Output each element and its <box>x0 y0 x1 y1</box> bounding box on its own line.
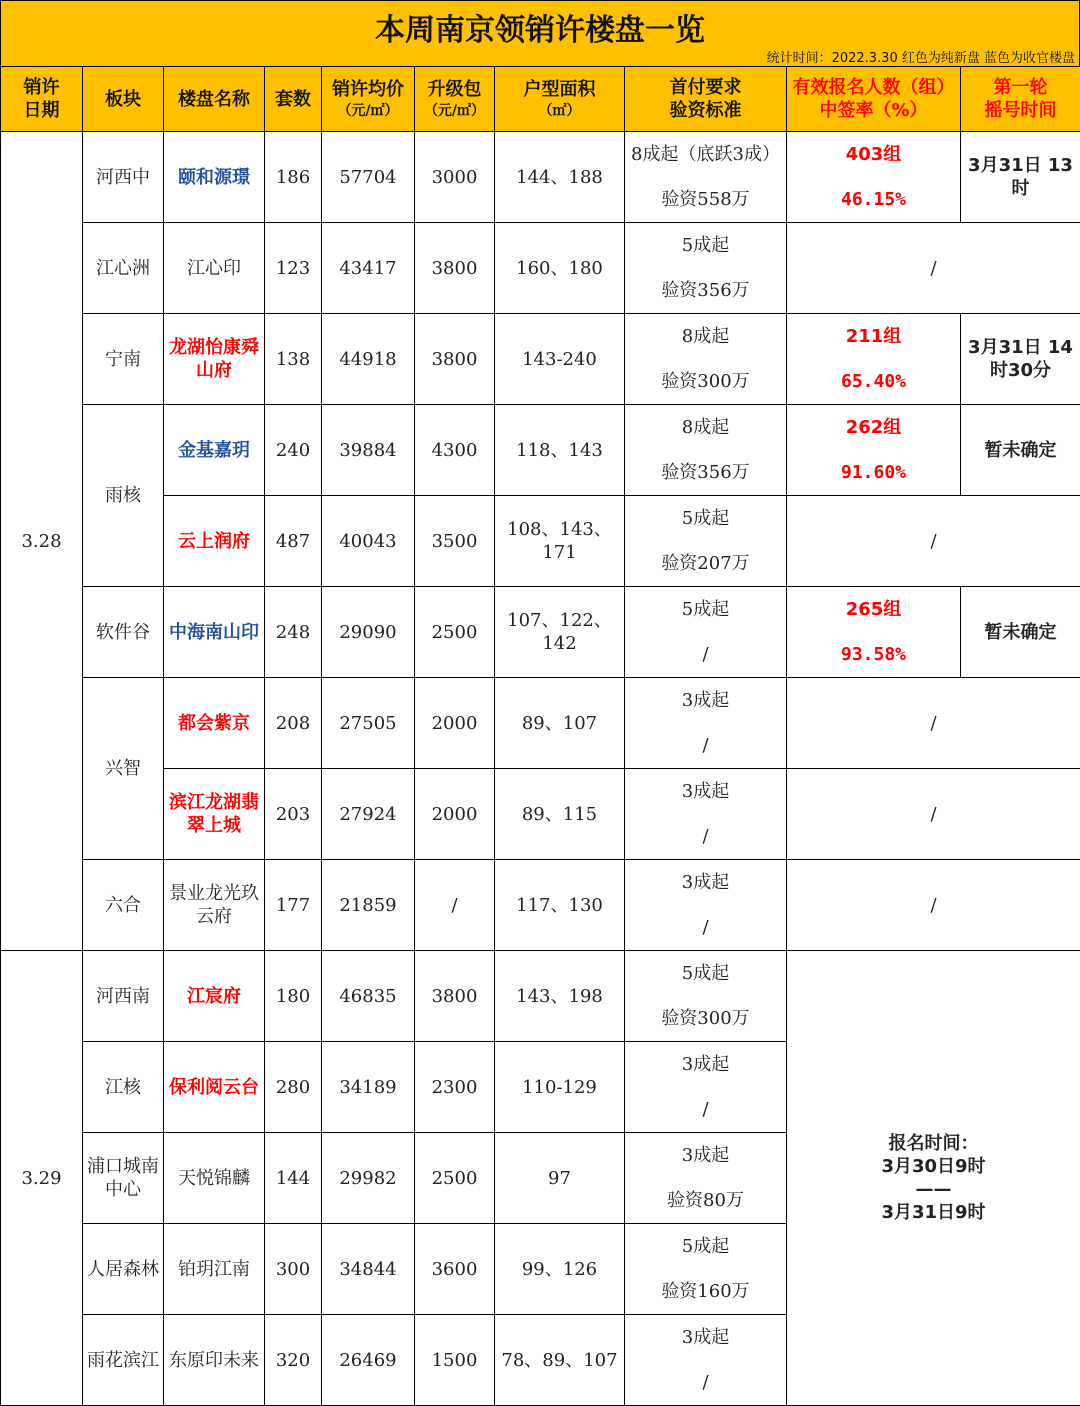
registration-cell: 265组 93.58% <box>787 587 961 678</box>
package-cell: 2500 <box>415 1133 495 1224</box>
date-cell: 3.29 <box>1 951 83 1406</box>
title-bar <box>0 0 1080 68</box>
package-cell: 3600 <box>415 1224 495 1315</box>
project-name: 天悦锦麟 <box>164 1133 265 1224</box>
package-cell: 2000 <box>415 678 495 769</box>
project-name: 云上润府 <box>164 496 265 587</box>
area-cell: 89、115 <box>495 769 625 860</box>
listing-table <box>0 66 1080 1406</box>
area-cell: 108、143、171 <box>495 496 625 587</box>
package-cell: 2000 <box>415 769 495 860</box>
area-cell: 107、122、142 <box>495 587 625 678</box>
payment-cell: 8成起（底跃3成） 验资558万 <box>625 132 787 223</box>
block-cell: 河西中 <box>83 132 164 223</box>
date-cell: 3.28 <box>1 132 83 951</box>
project-name: 都会紫京 <box>164 678 265 769</box>
price-cell: 44918 <box>322 314 415 405</box>
project-name: 金基嘉玥 <box>164 405 265 496</box>
payment-cell: 3成起 / <box>625 860 787 951</box>
price-cell: 29090 <box>322 587 415 678</box>
payment-cell: 8成起 验资356万 <box>625 405 787 496</box>
units-cell: 144 <box>265 1133 322 1224</box>
signup-period: 报名时间： 3月30日9时 —— 3月31日9时 <box>787 951 1080 1406</box>
area-cell: 118、143 <box>495 405 625 496</box>
table-row <box>1 587 1080 678</box>
col-name: 楼盘名称 <box>164 67 265 132</box>
block-cell: 软件谷 <box>83 587 164 678</box>
block-cell: 兴智 <box>83 678 164 860</box>
registration-cell: 211组 65.40% <box>787 314 961 405</box>
block-cell: 江心洲 <box>83 223 164 314</box>
col-lottery: 第一轮 摇号时间 <box>961 67 1080 132</box>
lottery-time: 暂未确定 <box>961 587 1080 678</box>
payment-cell: 5成起 验资356万 <box>625 223 787 314</box>
area-cell: 89、107 <box>495 678 625 769</box>
package-cell: 3500 <box>415 496 495 587</box>
page-title: 本周南京领销许楼盘一览 <box>1 5 1079 49</box>
price-cell: 26469 <box>322 1315 415 1406</box>
package-cell: 2300 <box>415 1042 495 1133</box>
table-row <box>1 132 1080 223</box>
units-cell: 203 <box>265 769 322 860</box>
price-cell: 21859 <box>322 860 415 951</box>
block-cell: 浦口城南中心 <box>83 1133 164 1224</box>
price-cell: 39884 <box>322 405 415 496</box>
col-block: 板块 <box>83 67 164 132</box>
payment-cell: 5成起 验资207万 <box>625 496 787 587</box>
payment-cell: 3成起 / <box>625 769 787 860</box>
block-cell: 宁南 <box>83 314 164 405</box>
project-name: 江心印 <box>164 223 265 314</box>
registration-na: / <box>787 496 1080 587</box>
project-name: 中海南山印 <box>164 587 265 678</box>
package-cell: 1500 <box>415 1315 495 1406</box>
registration-na: / <box>787 860 1080 951</box>
package-cell: 2500 <box>415 587 495 678</box>
area-cell: 78、89、107 <box>495 1315 625 1406</box>
price-cell: 27505 <box>322 678 415 769</box>
units-cell: 208 <box>265 678 322 769</box>
col-date: 销许 日期 <box>1 67 83 132</box>
registration-cell: 403组 46.15% <box>787 132 961 223</box>
payment-cell: 3成起 验资80万 <box>625 1133 787 1224</box>
price-cell: 34189 <box>322 1042 415 1133</box>
lottery-time: 3月31日 13时 <box>961 132 1080 223</box>
registration-na: / <box>787 678 1080 769</box>
block-cell: 六合 <box>83 860 164 951</box>
col-registrations: 有效报名人数（组） 中签率（%） <box>787 67 961 132</box>
area-cell: 143、198 <box>495 951 625 1042</box>
payment-cell: 3成起 / <box>625 1042 787 1133</box>
col-price: 销许均价 （元/㎡） <box>322 67 415 132</box>
project-name: 铂玥江南 <box>164 1224 265 1315</box>
col-payment: 首付要求 验资标准 <box>625 67 787 132</box>
payment-cell: 5成起 验资300万 <box>625 951 787 1042</box>
payment-cell: 3成起 / <box>625 678 787 769</box>
price-cell: 34844 <box>322 1224 415 1315</box>
units-cell: 280 <box>265 1042 322 1133</box>
project-name: 江宸府 <box>164 951 265 1042</box>
price-cell: 29982 <box>322 1133 415 1224</box>
payment-cell: 8成起 验资300万 <box>625 314 787 405</box>
units-cell: 180 <box>265 951 322 1042</box>
block-cell: 江核 <box>83 1042 164 1133</box>
table-row <box>1 860 1080 951</box>
table-row <box>1 223 1080 314</box>
price-cell: 43417 <box>322 223 415 314</box>
units-cell: 487 <box>265 496 322 587</box>
package-cell: / <box>415 860 495 951</box>
price-cell: 46835 <box>322 951 415 1042</box>
header-row <box>1 67 1080 132</box>
package-cell: 3000 <box>415 132 495 223</box>
table-row <box>1 951 1080 1042</box>
registration-cell: 262组 91.60% <box>787 405 961 496</box>
units-cell: 240 <box>265 405 322 496</box>
table-row <box>1 405 1080 496</box>
units-cell: 248 <box>265 587 322 678</box>
registration-na: / <box>787 769 1080 860</box>
legend-note: 统计时间：2022.3.30 红色为纯新盘 蓝色为收官楼盘 <box>767 47 1075 66</box>
area-cell: 97 <box>495 1133 625 1224</box>
package-cell: 3800 <box>415 951 495 1042</box>
units-cell: 177 <box>265 860 322 951</box>
col-area: 户型面积 （㎡） <box>495 67 625 132</box>
payment-cell: 3成起 / <box>625 1315 787 1406</box>
table-row <box>1 678 1080 769</box>
units-cell: 320 <box>265 1315 322 1406</box>
lottery-time: 暂未确定 <box>961 405 1080 496</box>
units-cell: 186 <box>265 132 322 223</box>
block-cell: 雨花滨江 <box>83 1315 164 1406</box>
price-cell: 27924 <box>322 769 415 860</box>
project-name: 龙湖怡康舜山府 <box>164 314 265 405</box>
payment-cell: 5成起 验资160万 <box>625 1224 787 1315</box>
area-cell: 144、188 <box>495 132 625 223</box>
area-cell: 110-129 <box>495 1042 625 1133</box>
area-cell: 143-240 <box>495 314 625 405</box>
price-cell: 40043 <box>322 496 415 587</box>
table-row <box>1 314 1080 405</box>
project-name: 景业龙光玖云府 <box>164 860 265 951</box>
payment-cell: 5成起 / <box>625 587 787 678</box>
project-name: 滨江龙湖翡翠上城 <box>164 769 265 860</box>
block-cell: 河西南 <box>83 951 164 1042</box>
project-name: 东原印未来 <box>164 1315 265 1406</box>
area-cell: 117、130 <box>495 860 625 951</box>
units-cell: 138 <box>265 314 322 405</box>
units-cell: 300 <box>265 1224 322 1315</box>
package-cell: 4300 <box>415 405 495 496</box>
lottery-time: 3月31日 14时30分 <box>961 314 1080 405</box>
package-cell: 3800 <box>415 314 495 405</box>
package-cell: 3800 <box>415 223 495 314</box>
block-cell: 人居森林 <box>83 1224 164 1315</box>
project-name: 颐和源璟 <box>164 132 265 223</box>
area-cell: 160、180 <box>495 223 625 314</box>
col-units: 套数 <box>265 67 322 132</box>
col-package: 升级包 （元/㎡） <box>415 67 495 132</box>
registration-na: / <box>787 223 1080 314</box>
area-cell: 99、126 <box>495 1224 625 1315</box>
block-cell: 雨核 <box>83 405 164 587</box>
project-name: 保利阅云台 <box>164 1042 265 1133</box>
units-cell: 123 <box>265 223 322 314</box>
price-cell: 57704 <box>322 132 415 223</box>
